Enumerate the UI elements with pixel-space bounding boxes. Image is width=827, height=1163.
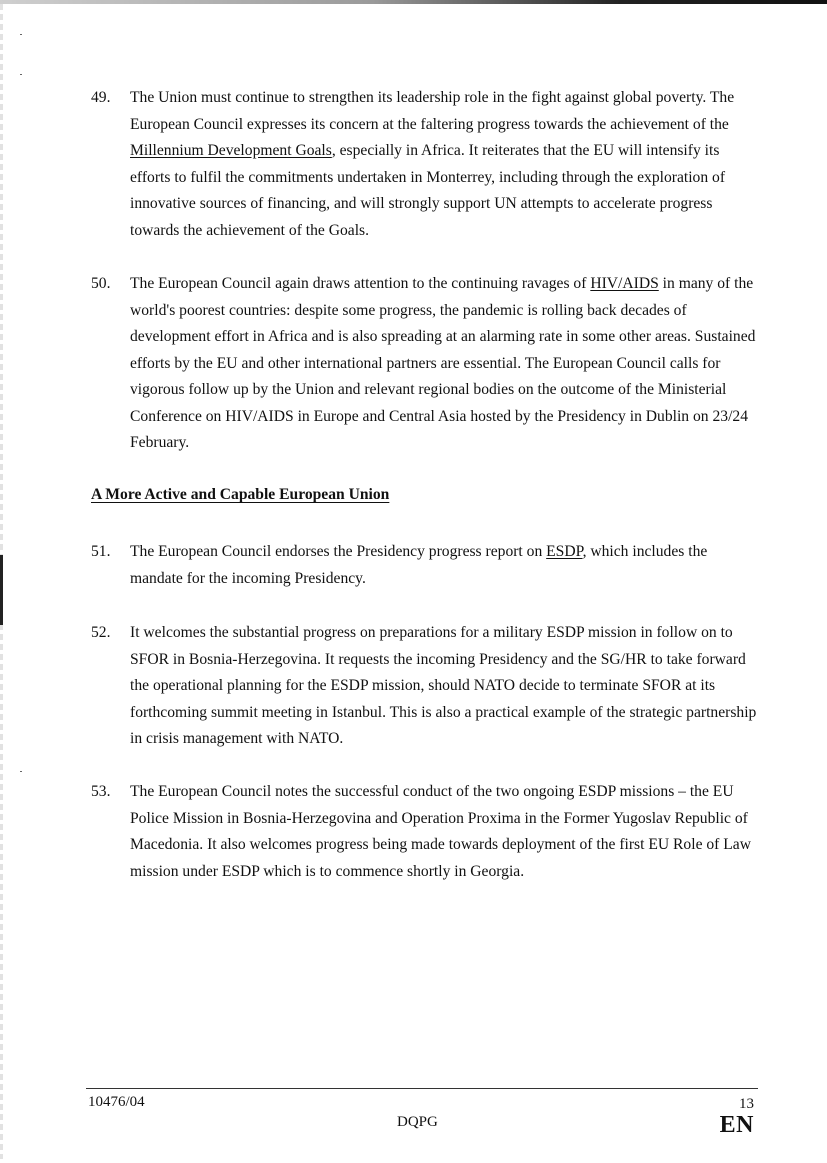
section-heading: A More Active and Capable European Union — [91, 486, 390, 503]
paragraph-53 — [91, 779, 763, 885]
text-segment: The European Council notes the successful conduct of the two ongoing ESDP missions – the EU Police Mission in Bosnia-Herzegovina and Operation Proxima in the Former Yugoslav Republic of Macedonia. It also welcomes progress being made towards deployment of the first EU Role of Law mission under ESDP which is to commence shortly in Georgia. — [130, 783, 751, 880]
text-segment: The Union must continue to strengthen its leadership role in the fight against global poverty. The European Council expresses its concern at the faltering progress towards the achievement of the — [130, 89, 735, 133]
scan-speck — [20, 771, 22, 772]
paragraph-50 — [91, 271, 763, 457]
paragraph-text — [130, 85, 763, 244]
paragraph-number: 52. — [91, 624, 111, 641]
link-esdp[interactable]: ESDP — [546, 543, 583, 560]
paragraph-52 — [91, 620, 763, 753]
paragraph-text — [130, 779, 763, 885]
paragraph-text — [130, 620, 763, 753]
link-millennium-development-goals[interactable]: Millennium Development Goals — [130, 142, 332, 159]
top-border-line — [0, 0, 827, 4]
paragraph-number: 49. — [91, 89, 111, 106]
paragraph-49 — [91, 85, 763, 244]
paragraph-text — [130, 539, 763, 592]
link-hiv-aids[interactable]: HIV/AIDS — [590, 275, 659, 292]
footer-rule — [86, 1088, 758, 1089]
text-segment: in many of the world's poorest countries: despite some progress, the pandemic is rolling back decades of development effort in Africa and is also spreading at an alarming rate in some other areas. Sustained efforts by the EU and other international partners are essential. The European Council calls for vigorous follow up by the Union and relevant regional bodies on the outcome of the Ministerial Conference on HIV/AIDS in Europe and Central Asia hosted by the Presidency in Dublin on 23/24 February. — [130, 275, 756, 451]
text-segment: , which includes the mandate for the incoming Presidency. — [130, 543, 708, 587]
scan-speck — [20, 34, 22, 35]
margin-mark — [0, 555, 3, 625]
paragraph-number: 53. — [91, 783, 111, 800]
paragraph-51 — [91, 539, 763, 592]
page-number: 13 — [739, 1096, 754, 1112]
paragraph-text — [130, 271, 763, 457]
paragraph-number: 51. — [91, 543, 111, 560]
department-code: DQPG — [397, 1114, 438, 1130]
text-segment: It welcomes the substantial progress on preparations for a military ESDP mission in follow on to SFOR in Bosnia-Herzegovina. It requests the incoming Presidency and the SG/HR to take forward the operational planning for the ESDP mission, should NATO decide to terminate SFOR at its forthcoming summit meeting in Istanbul. This is also a practical example of the strategic partnership in crisis management with NATO. — [130, 624, 757, 747]
text-segment: , especially in Africa. It reiterates that the EU will intensify its efforts to fulfil the commitments undertaken in Monterrey, including through the exploration of innovative sources of financing, and will strongly support UN attempts to accelerate progress towards the achievement of the Goals. — [130, 142, 726, 239]
paragraph-number: 50. — [91, 275, 111, 292]
language-code: EN — [719, 1112, 754, 1138]
document-number: 10476/04 — [88, 1094, 145, 1110]
text-segment: The European Council again draws attention to the continuing ravages of — [130, 275, 591, 292]
scan-speck — [20, 74, 22, 75]
text-segment: The European Council endorses the Presidency progress report on — [130, 543, 547, 560]
